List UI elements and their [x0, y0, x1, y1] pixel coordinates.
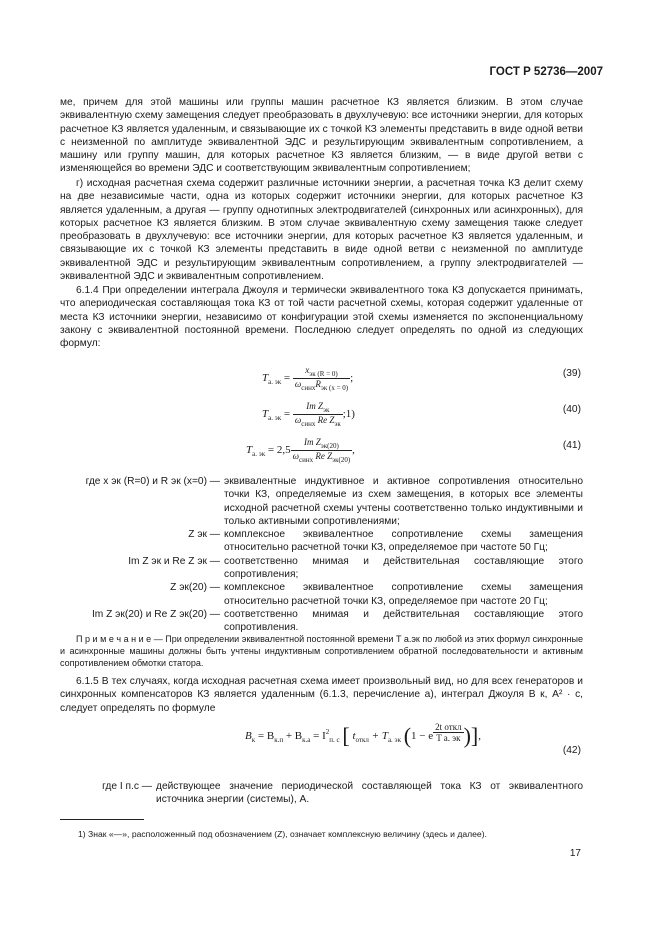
formula-39: $T_{а. эк}$ = $\frac{x_{эк (R = 0)}}{\omega_{синх}R_{эк (x = 0)}}$ ; [262, 365, 354, 392]
note: П р и м е ч а н и е — При определении эквивалентной постоянной времени T а.эк по любой из этих формул синхронные и асинхронные машины должны быть учтены индуктивным сопротивлением обратной последовательности и активным сопротивлением обмотки статора. [60, 634, 583, 668]
definition-desc: эквивалентные индуктивное и активное сопротивления относительно точки КЗ, определяемые из схем замещения, в которых все элементы исходной расчетной схемы учтены соответственно только индуктивными и только активными сопротивлениями; [224, 476, 583, 527]
definition-row [48, 528, 583, 555]
definition-desc: комплексное эквивалентное сопротивление схемы замещения относительно расчетной точки КЗ, определяемое при частоте 50 Гц; [224, 529, 583, 554]
formula-41: $T_{а. эк} = 2,5$ $\frac{Im Z_{эк(20)}}{\omega_{синх} Re Z_{эк(20)}}$ , [246, 437, 355, 464]
paragraph-6-1-4: 6.1.4 При определении интеграла Джоуля и термически эквивалентного тока КЗ допускается принимать, что апериодическая составляющая тока КЗ от той части расчетной схемы, которая содержит удаленные от места КЗ источники энергии, независимо от конфигурации этой схемы изменяется по экспоненциальному закону с эквивалентной постоянной времени. Последнюю следует определять по одной из следующих формул: [60, 285, 583, 350]
paragraph-continuation: ме, причем для этой машины или группы машин расчетное КЗ является близким. В этом случае эквивалентную схему замещения следует преобразовать в двухлучевую: все источники энергии, для которых расчетное КЗ является удаленным, и связывающие их с точкой КЗ элементы представить в виде одной ветви с неизменной по амплитуде эквивалентной ЭДС и результирующим эквивалентным сопротивлением, а машину или группу машин, для которых расчетное КЗ является близким, — в виде другой ветви с изменяющейся во времени ЭДС и соответствующим эквивалентным сопротивлением; [60, 97, 583, 175]
definition-row [48, 555, 583, 582]
definition-desc: соответственно мнимая и действительная составляющие этого сопротивления; [224, 555, 583, 581]
definition-term: где x эк (R=0) и R эк (x=0) — [85, 476, 220, 487]
formula-number-41: (41) [562, 440, 581, 451]
formula-number-42: (42) [562, 745, 581, 756]
definition-row [48, 475, 583, 528]
paragraph-item-g: г) исходная расчетная схема содержит различные источники энергии, а расчетная точка КЗ делит схему на две независимые части, одна из которых содержит источники энергии, для которых расчетное КЗ является удаленным, а другая — группу однотипных электродвигателей (синхронных или асинхронных), для которых расчетное КЗ является близким. В этом случае эквивалентную схему замещения также следует преобразовать в двухлучевую: все источники энергии, для которых расчетное КЗ является удаленным, и связывающие их с точкой КЗ элементы представить в виде одной ветви с неизменной по амплитуде эквивалентной ЭДС и результирующим эквивалентным сопротивлением, а группу электродвигателей — эквивалентной ЭДС и эквивалентным сопротивлением. [60, 178, 583, 283]
formula-42: $B_к = B_{к.п} + B_{к.а} = I^2_{п. с}$ [ $t_{откл} + T_{а. эк}$ (1 − e $^{\frac{\text{2t откл}}{\text{T а. эк}}}$ )], [245, 722, 481, 749]
formula-number-40: (40) [562, 404, 581, 415]
definition-row [48, 608, 583, 635]
definition-row [48, 581, 583, 608]
definition-term: Im Z эк и Re Z эк — [128, 555, 220, 567]
definition-term: Z эк(20) — [170, 582, 220, 594]
definition-term: Z эк — [188, 529, 220, 541]
page-number: 17 [569, 848, 581, 859]
definition-42 [48, 780, 583, 807]
definition-desc: действующее значение периодической составляющей тока КЗ от эквивалентного источника энергии (системы), А. [156, 781, 583, 806]
footnote-divider [60, 819, 144, 820]
document-code: ГОСТ Р 52736—2007 [489, 66, 603, 78]
definition-term: Im Z эк(20) и Re Z эк(20) — [91, 608, 220, 620]
paragraph-6-1-5: 6.1.5 В тех случаях, когда исходная расчетная схема имеет произвольный вид, но для всех генераторов и синхронных компенсаторов КЗ является удаленным (6.1.3, перечисление а), интеграл Джоуля B к, А² · с, следует определять по формуле [60, 676, 583, 714]
footnote: 1) Знак «—», расположенный под обозначением (Z), означает комплексную величину (здесь и далее). [78, 829, 487, 839]
formula-40: $T_{а. эк}$ = $\frac{Im Z_{эк}}{\omega_{синх} Re Z_{эк}}$ ;1) [262, 401, 355, 428]
definition-desc: комплексное эквивалентное сопротивление схемы замещения относительно расчетной точки КЗ, определяемое при частоте 20 Гц; [224, 582, 583, 607]
definition-term: где I п.с — [102, 781, 152, 792]
definitions-list [48, 475, 583, 635]
definition-desc: соответственно мнимая и действительная составляющие этого сопротивления. [224, 608, 583, 634]
formula-number-39: (39) [562, 368, 581, 379]
